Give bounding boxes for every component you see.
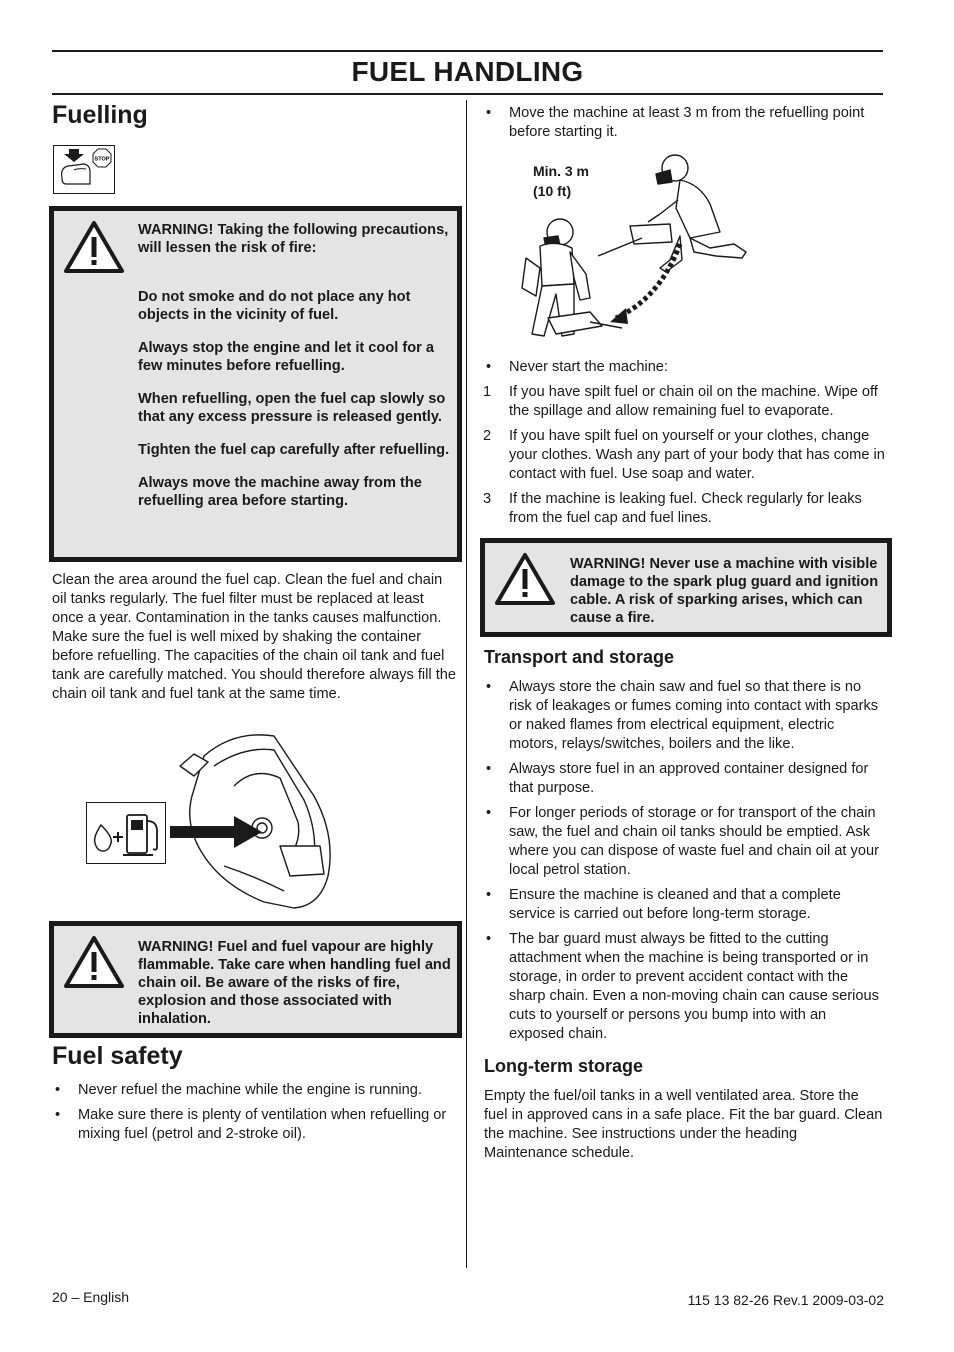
numbered-item: 2 If you have spilt fuel on yourself or your clothes, change your clothes. Wash any part of your body that has come in contact with fuel. Use soap and water.: [483, 428, 885, 482]
never-start-conditions: [483, 383, 885, 534]
fuel-safety-heading: Fuel safety: [52, 1042, 183, 1070]
long-term-storage-paragraph: Empty the fuel/oil tanks in a well ventilated area. Store the fuel in approved cans in a safe place. Fit the bar guard. Clean the machine. See instructions under the heading Maintenance schedule.: [484, 1088, 883, 1161]
fuelling-heading: Fuelling: [52, 101, 148, 129]
warning-triangle-icon: [493, 551, 557, 609]
distance-label-metric: Min. 3 m: [533, 163, 590, 179]
warning-item: Tighten the fuel cap carefully after refuelling.: [138, 442, 450, 458]
warning-box-flammable: [49, 921, 462, 1038]
warning-triangle-icon: [62, 219, 126, 277]
fuel-oil-pump-icon: [86, 802, 166, 864]
numbered-item: 3 If the machine is leaking fuel. Check regularly for leaks from the fuel cap and fuel lines.: [483, 491, 862, 526]
warning-box-fire-precautions: [49, 206, 462, 562]
svg-text:STOP: STOP: [94, 156, 110, 163]
list-item: • Never start the machine:: [483, 358, 885, 377]
warning-item: Do not smoke and do not place any hot objects in the vicinity of fuel.: [138, 289, 411, 323]
list-item: • Always store the chain saw and fuel so that there is no risk of leakages or fumes coming into contact with sparks or naked flames from electrical equipment, electric motors, relays/switches, boilers and the like.: [483, 678, 885, 754]
distance-label: [533, 161, 589, 201]
footer-page-number: 20 – English: [52, 1289, 130, 1305]
fuel-safety-list: [52, 1081, 456, 1150]
transport-list: [483, 678, 885, 1050]
long-term-storage-heading: Long-term storage: [484, 1056, 644, 1076]
warning-text: WARNING! Never use a machine with visible damage to the spark plug guard and ignition cable. A risk of sparking arises, which can cause a fire.: [570, 556, 879, 626]
list-item: • Ensure the machine is cleaned and that a complete service is carried out before long-term storage.: [483, 886, 885, 924]
list-item: • For longer periods of storage or for transport of the chain saw, the fuel and chain oil tanks should be emptied. Ask where you can dispose of waste fuel and chain oil at your local petrol station.: [483, 804, 885, 880]
header-rule-top: [52, 50, 883, 52]
warning-item: Always move the machine away from the refuelling area before starting.: [138, 475, 422, 509]
list-item: • Move the machine at least 3 m from the refuelling point before starting it.: [483, 104, 885, 142]
column-divider: [466, 100, 467, 1268]
list-item: • Make sure there is plenty of ventilation when refuelling or mixing fuel (petrol and 2-stroke oil).: [52, 1106, 456, 1144]
never-start-list: [483, 358, 885, 383]
warning-text: WARNING! Fuel and fuel vapour are highly flammable. Take care when handling fuel and chain oil. Be aware of the risks of fire, explosion and those associated with inhalation.: [138, 939, 451, 1027]
transport-heading: Transport and storage: [484, 647, 675, 667]
stop-engine-icon: [53, 145, 115, 194]
numbered-item: 1 If you have spilt fuel or chain oil on the machine. Wipe off the spillage and allow remaining fuel to evaporate.: [483, 384, 878, 419]
move-machine-list: [483, 104, 885, 148]
list-item: • The bar guard must always be fitted to the cutting attachment when the machine is being transported or in storage, in order to prevent accident contact with the sharp chain. Even a non-moving chain can cause serious cuts to yourself or persons you bump into with an exposed chain.: [483, 930, 885, 1044]
warning-lead: WARNING! Taking the following precautions, will lessen the risk of fire:: [138, 222, 449, 256]
distance-label-imperial: (10 ft): [533, 183, 572, 199]
warning-triangle-icon: [62, 934, 126, 992]
warning-item: When refuelling, open the fuel cap slowly so that any excess pressure is released gently.: [138, 391, 446, 425]
page-title: FUEL HANDLING: [351, 56, 584, 87]
warning-box-spark-plug: [480, 538, 892, 637]
fuelling-paragraph: Clean the area around the fuel cap. Clean the fuel and chain oil tanks regularly. The fuel filter must be replaced at least once a year. Contamination in the tanks causes malfunction. Make sure the fuel is well mixed by shaking the container before refuelling. The capacities of the chain oil tank and fuel tank are carefully matched. You should therefore always fill the chain oil tank and fuel tank at the same time.: [52, 572, 456, 702]
header-rule-bottom: [52, 93, 883, 95]
warning-item: Always stop the engine and let it cool for a few minutes before refuelling.: [138, 340, 434, 374]
list-item: • Never refuel the machine while the engine is running.: [52, 1081, 456, 1100]
footer-doc-id: 115 13 82-26 Rev.1 2009-03-02: [687, 1292, 884, 1308]
list-item: • Always store fuel in an approved container designed for that purpose.: [483, 760, 885, 798]
